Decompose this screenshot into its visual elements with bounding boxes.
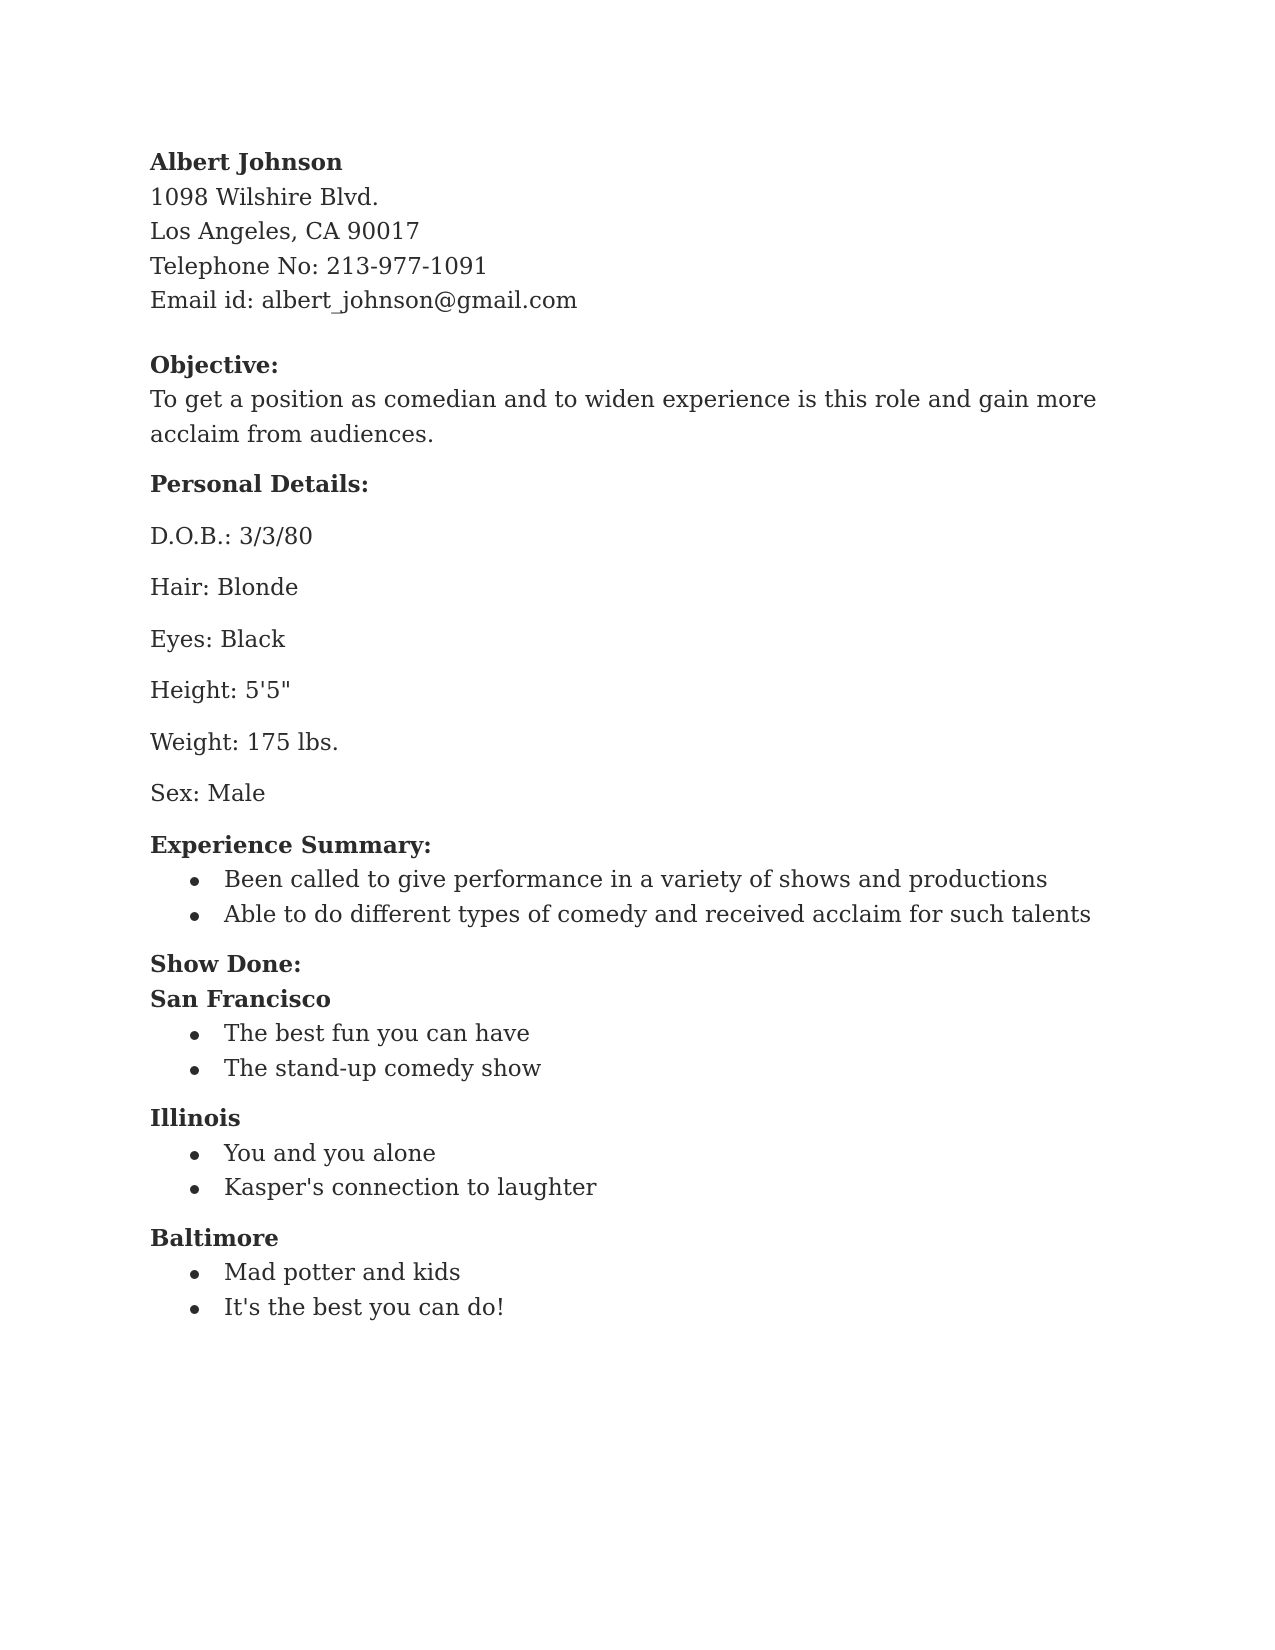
detail-height: Height: 5'5" [150,678,292,704]
location-show-list [150,1137,1110,1206]
detail-weight: Weight: 175 lbs. [150,729,339,756]
list-item: Kasper's connection to laughter [150,1171,1110,1206]
list-item: The stand-up comedy show [150,1052,1110,1087]
shows-heading: Show Done: [150,951,302,978]
list-item: The best fun you can have [150,1017,1110,1052]
applicant-name: Albert Johnson [150,149,343,176]
detail-hair: Hair: Blonde [150,575,299,601]
detail-sex: Sex: Male [150,781,266,807]
location-show-list [150,1256,1110,1325]
location-heading: Baltimore [150,1224,279,1252]
contact-block [150,146,1110,319]
objective-section [150,349,1110,453]
list-item: Been called to give performance in a variety of shows and productions [150,863,1110,898]
list-item: Mad potter and kids [150,1256,1110,1291]
personal-details-heading: Personal Details: [150,471,370,498]
location-heading: San Francisco [150,985,331,1013]
objective-heading: Objective: [150,351,279,379]
shows-section [150,948,1110,1325]
list-item: Able to do different types of comedy and received acclaim for such talents [150,898,1110,933]
address-line-1: 1098 Wilshire Blvd. [150,184,379,211]
experience-summary-heading: Experience Summary: [150,831,432,859]
location-show-list [150,1017,1110,1086]
personal-details-section [150,468,1110,812]
experience-list [150,863,1110,932]
resume-page [150,146,1110,1325]
address-line-2: Los Angeles, CA 90017 [150,219,421,245]
list-item: You and you alone [150,1137,1110,1172]
list-item: It's the best you can do! [150,1291,1110,1326]
detail-dob: D.O.B.: 3/3/80 [150,523,314,550]
telephone: Telephone No: 213-977-1091 [150,253,489,280]
detail-eyes: Eyes: Black [150,626,286,653]
experience-summary-section [150,829,1110,933]
objective-text: To get a position as comedian and to widen experience is this role and gain more acclaim from audiences. [150,387,1097,448]
location-heading: Illinois [150,1105,241,1132]
email: Email id: albert_johnson@gmail.com [150,288,578,314]
